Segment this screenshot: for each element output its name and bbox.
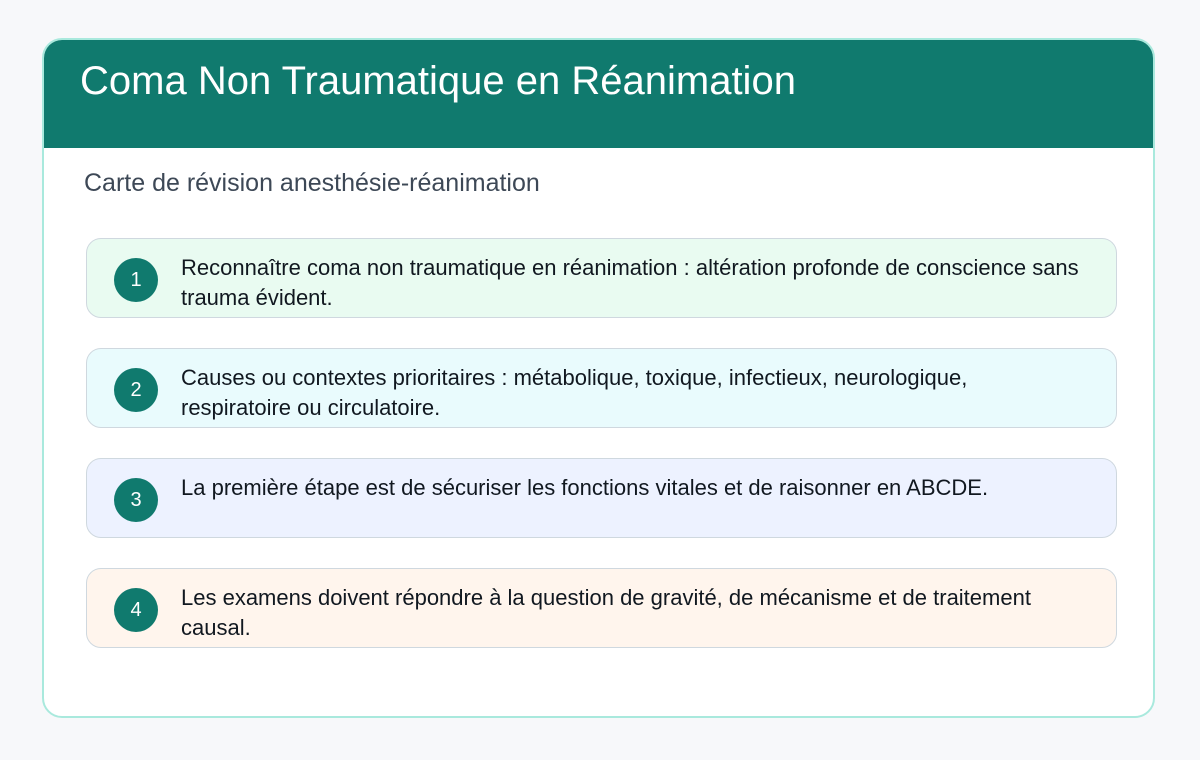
revision-card — [42, 38, 1155, 718]
card-subtitle: Carte de révision anesthésie-réanimation — [84, 169, 540, 197]
card-title: Coma Non Traumatique en Réanimation — [80, 59, 796, 103]
point-number-badge: 4 — [114, 588, 158, 632]
revision-point-4 — [86, 568, 1117, 648]
point-number-badge: 3 — [114, 478, 158, 522]
revision-points-list — [86, 238, 1117, 678]
point-number-badge: 1 — [114, 258, 158, 302]
point-text: La première étape est de sécuriser les fonctions vitales et de raisonner en ABCDE. — [181, 475, 989, 500]
point-number-badge: 2 — [114, 368, 158, 412]
point-text: Reconnaître coma non traumatique en réanimation : altération profonde de conscience sans trauma évident. — [181, 255, 1079, 310]
revision-point-2 — [86, 348, 1117, 428]
point-text: Causes ou contextes prioritaires : métabolique, toxique, infectieux, neurologique, respiratoire ou circulatoire. — [181, 365, 968, 420]
card-header — [42, 38, 1155, 148]
point-text: Les examens doivent répondre à la question de gravité, de mécanisme et de traitement causal. — [181, 585, 1031, 640]
revision-point-1 — [86, 238, 1117, 318]
revision-point-3 — [86, 458, 1117, 538]
